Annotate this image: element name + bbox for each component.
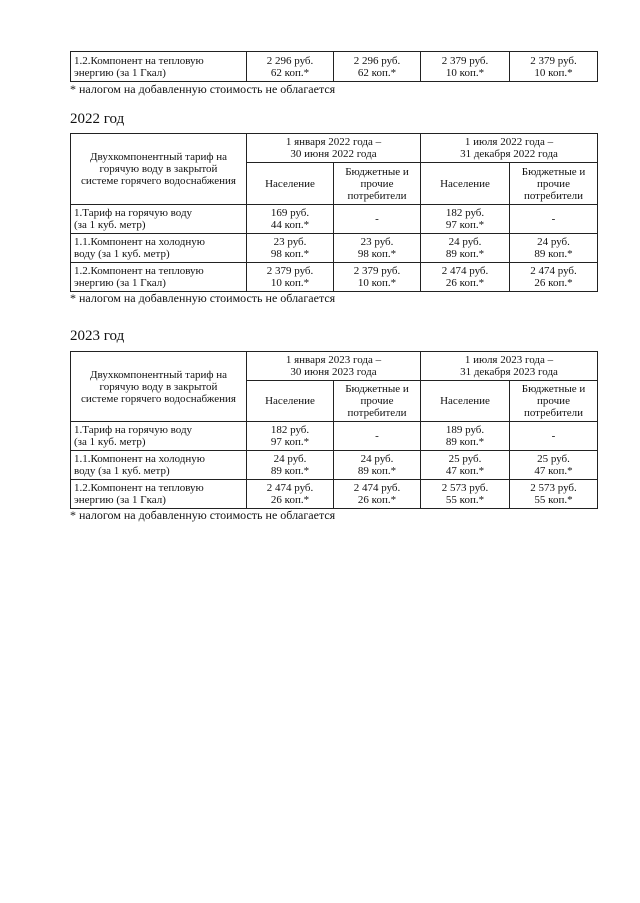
value-cell: 2 474 руб. 26 коп.* [334, 480, 421, 509]
col-budget: Бюджетные и прочие потребители [334, 381, 421, 422]
value-cell: 169 руб. 44 коп.* [247, 205, 334, 234]
table-row [71, 52, 598, 82]
value-cell: 2 573 руб. 55 коп.* [510, 480, 598, 509]
vat-footnote: * налогом на добавленную стоимость не облагается [70, 82, 336, 96]
value-cell: 2 573 руб. 55 коп.* [421, 480, 510, 509]
row-label: 1.1.Компонент на холодную воду (за 1 куб. метр) [71, 234, 247, 263]
vat-footnote: * налогом на добавленную стоимость не облагается [70, 291, 336, 305]
tariff-table-2023 [70, 351, 598, 509]
value-cell: - [334, 422, 421, 451]
value-cell: 23 руб. 98 коп.* [247, 234, 334, 263]
table-row [71, 422, 598, 451]
col-budget: Бюджетные и прочие потребители [334, 163, 421, 205]
col-budget: Бюджетные и прочие потребители [510, 381, 598, 422]
value-cell: - [510, 205, 598, 234]
value-cell: 24 руб. 89 коп.* [510, 234, 598, 263]
table-row [71, 234, 598, 263]
period-header: 1 июля 2023 года – 31 декабря 2023 года [421, 352, 598, 381]
table-row [71, 451, 598, 480]
value-cell: 2 379 руб. 10 коп.* [421, 52, 510, 82]
value-cell: 2 296 руб. 62 коп.* [247, 52, 334, 82]
year-heading-2023: 2023 год [70, 328, 125, 344]
value-cell: 2 296 руб. 62 коп.* [334, 52, 421, 82]
value-cell: 2 474 руб. 26 коп.* [421, 263, 510, 292]
period-header: 1 января 2022 года – 30 июня 2022 года [247, 134, 421, 163]
value-cell: - [510, 422, 598, 451]
row-label: 1.1.Компонент на холодную воду (за 1 куб. метр) [71, 451, 247, 480]
value-cell: 189 руб. 89 коп.* [421, 422, 510, 451]
period-header: 1 июля 2022 года – 31 декабря 2022 года [421, 134, 598, 163]
row-label: 1.2.Компонент на тепловую энергию (за 1 Гкал) [71, 480, 247, 509]
value-cell: 25 руб. 47 коп.* [421, 451, 510, 480]
table-row [71, 480, 598, 509]
value-cell: - [334, 205, 421, 234]
table-row [71, 263, 598, 292]
value-cell: 2 379 руб. 10 коп.* [334, 263, 421, 292]
value-cell: 24 руб. 89 коп.* [421, 234, 510, 263]
row-label: 1.Тариф на горячую воду (за 1 куб. метр) [71, 422, 247, 451]
value-cell: 24 руб. 89 коп.* [247, 451, 334, 480]
period-header: 1 января 2023 года – 30 июня 2023 года [247, 352, 421, 381]
value-cell: 2 474 руб. 26 коп.* [247, 480, 334, 509]
value-cell: 25 руб. 47 коп.* [510, 451, 598, 480]
year-heading-2022: 2022 год [70, 111, 125, 127]
tariff-title-cell: Двухкомпонентный тариф на горячую воду в закрытой системе горячего водоснабжения [71, 352, 247, 422]
row-label: 1.2.Компонент на тепловую энергию (за 1 Гкал) [71, 263, 247, 292]
value-cell: 2 379 руб. 10 коп.* [247, 263, 334, 292]
value-cell: 182 руб. 97 коп.* [421, 205, 510, 234]
value-cell: 2 379 руб. 10 коп.* [510, 52, 598, 82]
row-label: 1.2.Компонент на тепловую энергию (за 1 Гкал) [71, 52, 247, 82]
row-label: 1.Тариф на горячую воду (за 1 куб. метр) [71, 205, 247, 234]
col-population: Население [421, 163, 510, 205]
col-population: Население [247, 163, 334, 205]
header-row [71, 134, 598, 163]
col-budget: Бюджетные и прочие потребители [510, 163, 598, 205]
tariff-table-2022 [70, 133, 598, 292]
value-cell: 23 руб. 98 коп.* [334, 234, 421, 263]
value-cell: 182 руб. 97 коп.* [247, 422, 334, 451]
top-tariff-table [70, 51, 598, 82]
col-population: Население [247, 381, 334, 422]
value-cell: 24 руб. 89 коп.* [334, 451, 421, 480]
vat-footnote: * налогом на добавленную стоимость не облагается [70, 508, 336, 522]
col-population: Население [421, 381, 510, 422]
table-row [71, 205, 598, 234]
value-cell: 2 474 руб. 26 коп.* [510, 263, 598, 292]
tariff-title-cell: Двухкомпонентный тариф на горячую воду в закрытой системе горячего водоснабжения [71, 134, 247, 205]
header-row [71, 352, 598, 381]
